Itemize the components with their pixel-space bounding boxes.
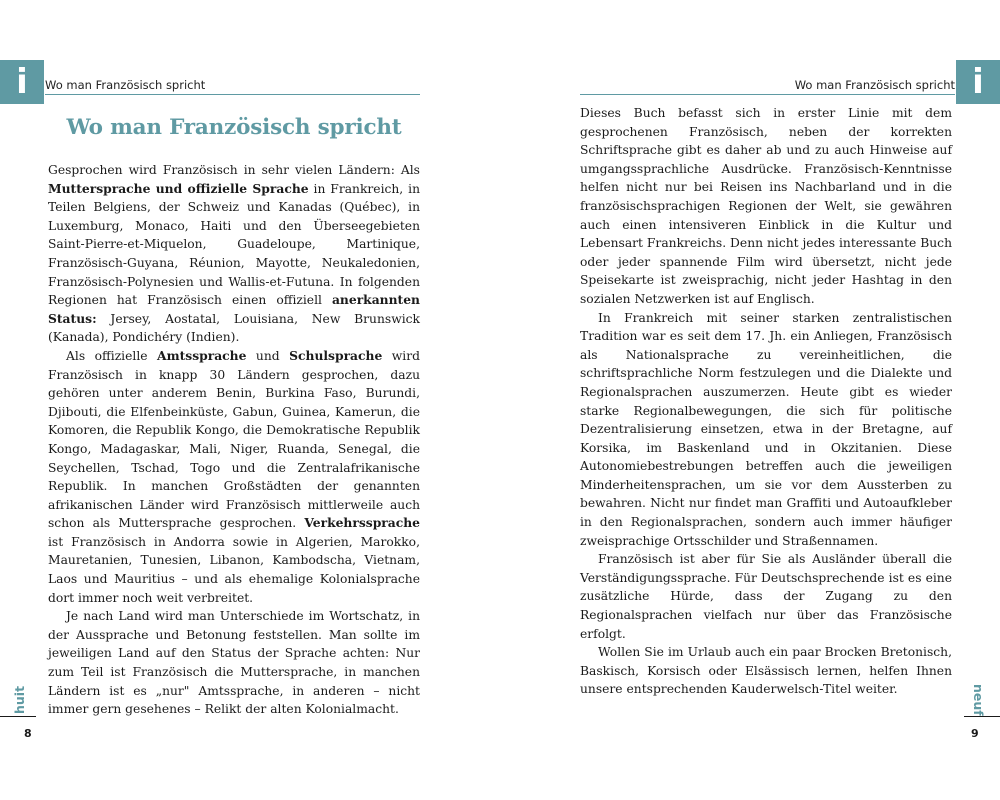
page-title: Wo man Französisch spricht bbox=[66, 115, 402, 140]
page-number: 9 bbox=[971, 727, 979, 740]
bold-term: anerkannten Status: bbox=[48, 292, 420, 326]
bold-term: Muttersprache und offizielle Sprache bbox=[48, 180, 309, 196]
info-icon: i bbox=[956, 60, 1000, 104]
side-label: huit bbox=[12, 685, 27, 714]
bold-term: Verkehrssprache bbox=[304, 515, 420, 531]
paragraph: In Frankreich mit seiner starken zentralistischen Tradition war es seit dem 17. Jh. ein Anliegen, Französisch als Nationalsprache zu vereinheitlichen, die schriftsprachliche Norm festzulegen und die Dialekte und Regionalsprachen auszumerzen. Heute gibt es wieder starke Regionalbewegungen, die sich für politische Dezentralisierung einsetzen, etwa in der Bretagne, auf Korsika, im Baskenland und in Okzitanien. Diese Autonomiebestrebungen betreffen auch die jeweiligen Minderheitensprachen, um sie vor dem Aussterben zu bewahren. Nicht nur findet man Graffiti und Autoaufkleber in den Regionalsprachen, sondern auch immer häufiger zweisprachige Ortsschilder und Straßennamen. bbox=[580, 310, 952, 548]
right-page bbox=[500, 0, 1000, 800]
footer-rule bbox=[964, 716, 1000, 717]
body-text bbox=[48, 161, 420, 719]
text-run: ist Französisch in Andorra sowie in Algerien, Marokko, Mauretanien, Tunesien, Libanon, Kambodscha, Vietnam, Laos und Mauritius – und als ehemalige Kolonialsprache dort immer noch weit verbreitet. bbox=[48, 534, 420, 605]
footer-rule bbox=[0, 716, 36, 717]
info-icon: i bbox=[0, 60, 44, 104]
paragraph: Je nach Land wird man Unterschiede im Wortschatz, in der Aussprache und Betonung feststellen. Man sollte im jeweiligen Land auf den Status der Sprache achten: Nur zum Teil ist Französisch die Muttersprache, in manchen Ländern ist es „nur" Amtssprache, in anderen – nicht immer gern gesehenes – Relikt der alten Kolonialmacht. bbox=[48, 609, 420, 717]
bold-term: Amtssprache bbox=[157, 347, 247, 363]
text-run: Gesprochen wird Französisch in sehr vielen Ländern: Als bbox=[48, 163, 420, 177]
running-head: Wo man Französisch spricht bbox=[45, 78, 420, 95]
running-head: Wo man Französisch spricht bbox=[580, 78, 955, 95]
body-text bbox=[580, 104, 952, 699]
text-run: in Frankreich, in Teilen Belgiens, der Schweiz und Kanadas (Québec), in Luxemburg, Monaco, Haiti und den Überseegebieten Saint-Pierre-et-Miquelon, Guadeloupe, Martinique, Französisch-Guyana, Réunion, Mayotte, Neukaledonien, Französisch-Polynesien und Wallis-et-Futuna. In folgenden Regionen hat Französisch einen offiziell bbox=[48, 181, 420, 308]
text-run: wird Französisch in knapp 30 Ländern gesprochen, dazu gehören unter anderem Benin, Burkina Faso, Burundi, Djibouti, die Elfenbeinküste, Gabun, Guinea, Kamerun, die Komoren, die Republik Kongo, die Demokratische Republik Kongo, Madagaskar, Mali, Niger, Ruanda, Senegal, die Seychellen, Tschad, Togo und die Zentralafrikanische Republik. In manchen Großstädten der genannten afrikanischen Länder wird Französisch mittlerweile auch schon als Muttersprache gesprochen. bbox=[48, 348, 420, 531]
text-run: Als offizielle bbox=[66, 348, 158, 363]
bold-term: Schulsprache bbox=[289, 347, 383, 363]
text-run: und bbox=[246, 348, 290, 363]
text-run: Jersey, Aostatal, Louisiana, New Brunswick (Kanada), Pondichéry (Indien). bbox=[48, 311, 420, 345]
paragraph bbox=[48, 347, 420, 607]
paragraph bbox=[48, 161, 420, 347]
paragraph: Wollen Sie im Urlaub auch ein paar Brocken Bretonisch, Baskisch, Korsisch oder Elsässisch lernen, helfen Ihnen unsere entsprechenden Kauderwelsch-Titel weiter. bbox=[580, 645, 952, 697]
paragraph: Französisch ist aber für Sie als Ausländer überall die Verständigungssprache. Für Deutschsprechende ist es eine zusätzliche Hürde, dass der Zugang zu den Regionalsprachen vielfach nur über das Französische erfolgt. bbox=[580, 552, 952, 641]
page-number: 8 bbox=[24, 727, 32, 740]
side-label: neuf bbox=[971, 684, 986, 716]
paragraph: Dieses Buch befasst sich in erster Linie mit dem gesprochenen Französisch, neben der korrekten Schriftsprache gibt es daher ab und zu auch Hinweise auf umgangssprachliche Ausdrücke. Französisch-Kenntnisse helfen nicht nur bei Reisen ins Nachbarland und in die französischsprachigen Regionen der Welt, sie gewähren auch einen intensiveren Einblick in die Kultur und Lebensart Frankreichs. Denn nicht jedes interessante Buch oder jeder spannende Film wird übersetzt, nicht jede Speisekarte ist zweisprachig, nicht jeder Hashtag in den sozialen Netzwerken ist auf Englisch. bbox=[580, 106, 952, 306]
